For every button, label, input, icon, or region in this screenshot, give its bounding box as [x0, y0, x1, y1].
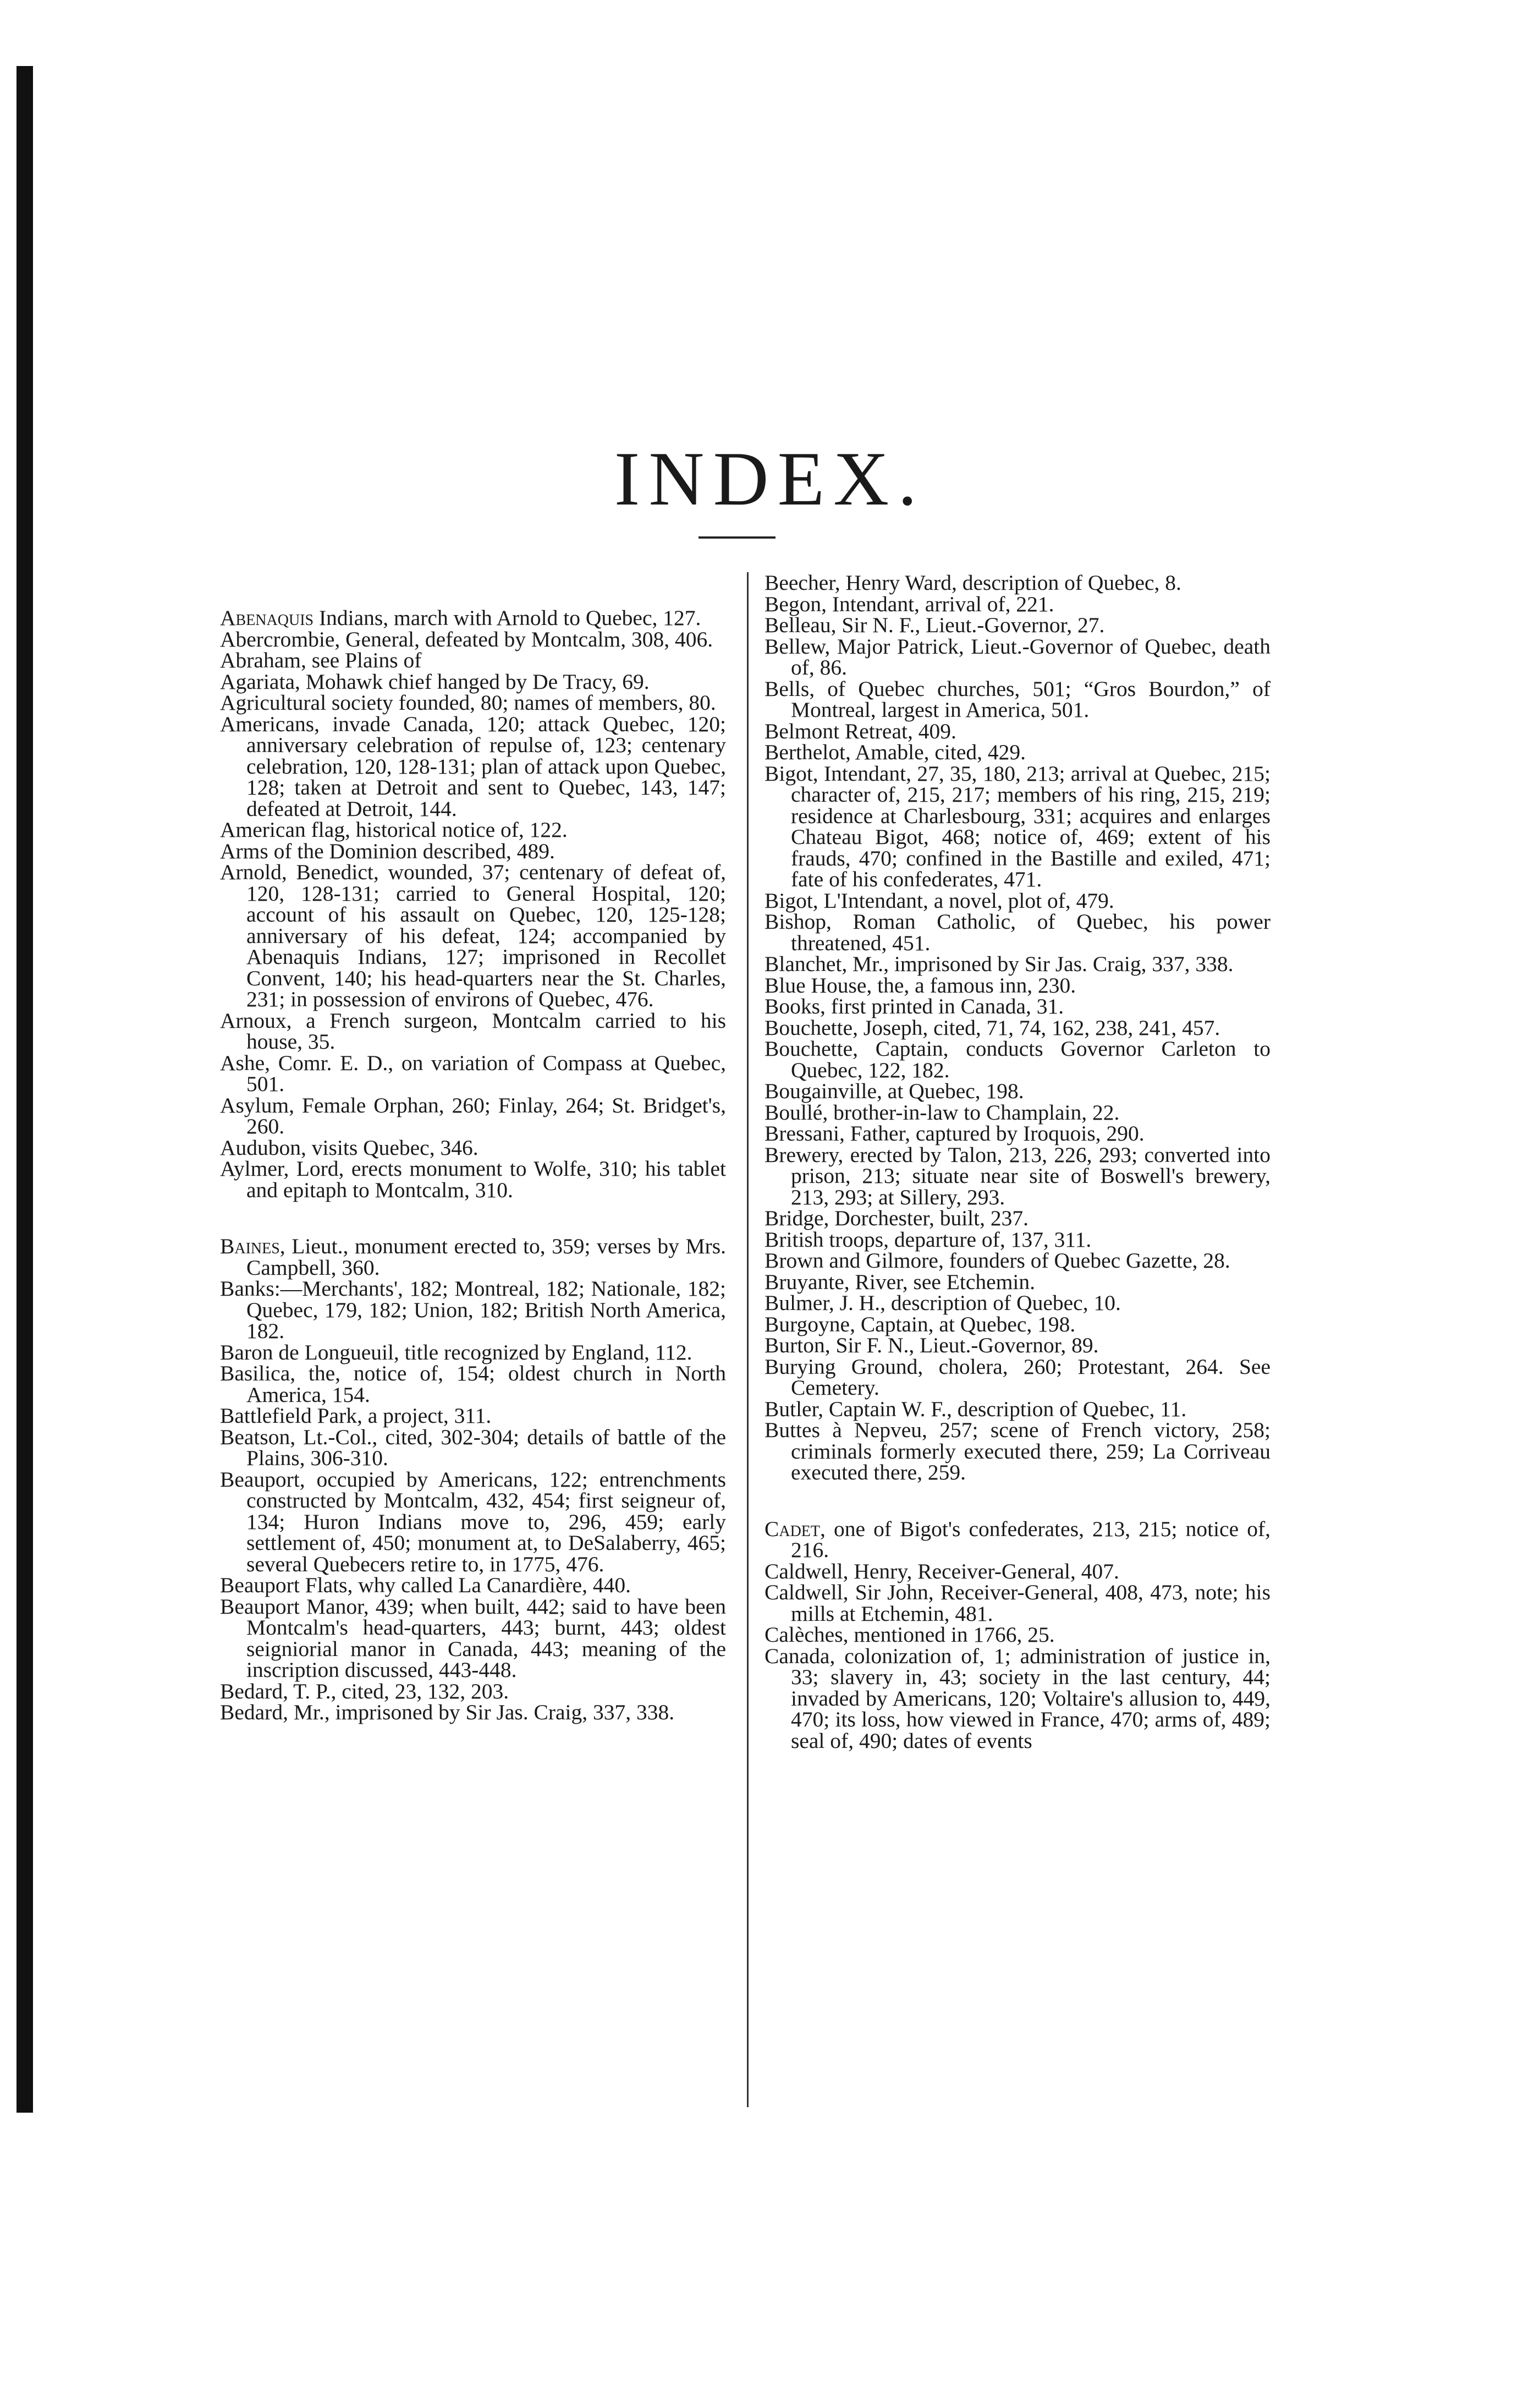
index-entry — [220, 1342, 726, 1363]
index-entry — [765, 1038, 1270, 1081]
index-entry-text: , Lieut., monument erected to, 359; verses by Mrs. Campbell, 360. — [246, 1234, 726, 1280]
index-entry — [220, 1010, 726, 1052]
index-entry — [765, 572, 1270, 594]
index-entry — [765, 1643, 1270, 1753]
index-entry — [220, 862, 726, 1010]
index-entry-text: Indians, march with Arnold to Quebec, 127. — [314, 606, 701, 630]
index-entry-text: Bougainville, at Quebec, 198. — [765, 1079, 1024, 1103]
index-entry-text: Beecher, Henry Ward, description of Quebec, 8. — [765, 571, 1181, 595]
index-entry — [765, 1081, 1270, 1102]
index-entry — [220, 1596, 726, 1681]
index-column-left — [220, 572, 726, 1723]
index-entry-text: Battlefield Park, a project, 311. — [220, 1403, 492, 1428]
index-entry-text: Blue House, the, a famous inn, 230. — [765, 973, 1076, 997]
index-entry-text: Boullé, brother-in-law to Champlain, 22. — [765, 1100, 1120, 1125]
index-entry-text: Arnoux, a French surgeon, Montcalm carried to his house, 35. — [220, 1008, 726, 1054]
index-entry-text: Beatson, Lt.-Col., cited, 302-304; details of battle of the Plains, 306-310. — [220, 1424, 726, 1470]
index-entry — [765, 1102, 1270, 1123]
index-entry — [765, 763, 1270, 890]
index-entry — [765, 1144, 1270, 1208]
index-entry — [220, 1052, 726, 1095]
index-entry-text: Bigot, L'Intendant, a novel, plot of, 479. — [765, 888, 1114, 913]
index-entry — [765, 953, 1270, 975]
index-entry-text: Aylmer, Lord, erects monument to Wolfe, 310; his tablet and epitaph to Montcalm, 310. — [220, 1156, 726, 1202]
index-entry-text: Beauport, occupied by Americans, 122; entrenchments constructed by Montcalm, 432, 454; first seigneur of, 134; Huron Indians move to, 296, 459; early settlement of, 450; monument at, to DeSalaberry, 465; several Quebecers retire to, in 1775, 476. — [220, 1467, 726, 1576]
index-entry-text: Buttes à Nepveu, 257; scene of French victory, 258; criminals formerly executed there, 259; La Corriveau executed there, 259. — [765, 1418, 1270, 1484]
index-entry — [220, 671, 726, 693]
index-entry-text: Americans, invade Canada, 120; attack Quebec, 120; anniversary celebration of repulse of, 123; centenary celebration, 120, 128-131; plan of attack upon Quebec, 128; taken at Detroit and sent to Quebec, 143, 147; defeated at Detroit, 144. — [220, 711, 726, 821]
index-entry-text: Begon, Intendant, arrival of, 221. — [765, 591, 1054, 616]
index-entry — [765, 1561, 1270, 1582]
index-entry-text: Canada, colonization of, 1; administration of justice in, 33; slavery in, 43; society in the last century, 44; invaded by Americans, 120; Voltaire's allusion to, 449, 470; its loss, how viewed in France, 470; arms of, 489; seal of, 490; dates of events — [765, 1643, 1270, 1753]
index-entry-text: American flag, historical notice of, 122. — [220, 818, 568, 842]
index-entry-text: Basilica, the, notice of, 154; oldest church in North America, 154. — [220, 1361, 726, 1407]
column-divider — [747, 572, 749, 2107]
index-entry-text: , one of Bigot's confederates, 213, 215; notice of, 216. — [791, 1516, 1270, 1562]
index-entry — [765, 1271, 1270, 1293]
index-entry — [765, 636, 1270, 678]
index-entry-text: Bedard, Mr., imprisoned by Sir Jas. Craig, 337, 338. — [220, 1700, 675, 1724]
index-entry — [765, 1292, 1270, 1314]
index-entry-text: Arnold, Benedict, wounded, 37; centenary of defeat of, 120, 128-131; carried to General Hospital, 120; account of his assault on Quebec, 120, 125-128; anniversary of his defeat, 124; accompanied by Abenaquis Indians, 127; imprisoned in Recollet Convent, 140; his head-quarters near the St. Charles, 231; in possession of environs of Quebec, 476. — [220, 860, 726, 1011]
index-entry — [765, 1250, 1270, 1271]
index-entry — [220, 1405, 726, 1427]
index-entry — [765, 996, 1270, 1017]
index-entry-text: Bellew, Major Patrick, Lieut.-Governor of Quebec, death of, 86. — [765, 634, 1270, 679]
index-entry-text: British troops, departure of, 137, 311. — [765, 1227, 1092, 1252]
index-entry — [220, 711, 726, 821]
index-entry — [220, 838, 726, 863]
index-entry — [765, 890, 1270, 912]
index-entry — [220, 1575, 726, 1596]
index-entry-text: Calèches, mentioned in 1766, 25. — [765, 1622, 1055, 1647]
index-entry — [220, 650, 726, 671]
index-entry — [220, 819, 726, 841]
index-entry — [765, 1208, 1270, 1229]
index-entry — [220, 1469, 726, 1575]
index-entry — [220, 1681, 726, 1702]
index-entry — [220, 1702, 726, 1723]
index-entry-heading: Baines — [220, 1234, 280, 1258]
index-entry — [765, 591, 1270, 616]
index-entry-text: Baron de Longueuil, title recognized by England, 112. — [220, 1340, 692, 1364]
index-entry — [220, 1095, 726, 1137]
index-entry-text: Burgoyne, Captain, at Quebec, 198. — [765, 1312, 1076, 1336]
index-entry-text: Bigot, Intendant, 27, 35, 180, 213; arrival at Quebec, 215; character of, 215, 217; members of his ring, 215, 219; residence at Charlesbourg, 331; acquires and enlarges Chateau Bigot, 468; notice of, 469; extent of his frauds, 470; confined in the Bastille and exiled, 471; fate of his confederates, 471. — [765, 761, 1270, 891]
index-entry — [765, 1017, 1270, 1039]
index-entry — [765, 615, 1270, 636]
index-entry-text: Belmont Retreat, 409. — [765, 719, 956, 743]
page-binding-edge — [16, 66, 33, 2113]
index-entry — [220, 1158, 726, 1200]
index-entry-text: Beauport Manor, 439; when built, 442; said to have been Montcalm's head-quarters, 443; burnt, 443; oldest seigniorial manor in Canada, 443; meaning of the inscription discussed, 443-448. — [220, 1594, 726, 1682]
page-title: INDEX. — [614, 436, 926, 522]
index-entry — [765, 1518, 1270, 1561]
index-entry-text: Bishop, Roman Catholic, of Quebec, his power threatened, 451. — [765, 909, 1270, 955]
index-entry-text: Burton, Sir F. N., Lieut.-Governor, 89. — [765, 1333, 1099, 1357]
index-entry — [220, 607, 726, 629]
index-entry — [765, 975, 1270, 996]
title-rule — [698, 536, 776, 539]
index-entry-text: Butler, Captain W. F., description of Quebec, 11. — [765, 1396, 1187, 1421]
index-entry-text: Brewery, erected by Talon, 213, 226, 293; converted into prison, 213; situate near site of Boswell's brewery, 213, 293; at Sillery, 293. — [765, 1142, 1270, 1209]
index-entry-text: Banks:—Merchants', 182; Montreal, 182; Nationale, 182; Quebec, 179, 182; Union, 182; British North America, 182. — [220, 1276, 726, 1343]
index-entry-text: Agricultural society founded, 80; names of members, 80. — [220, 690, 716, 715]
index-entry-text: Books, first printed in Canada, 31. — [765, 994, 1064, 1018]
index-entry-text: Beauport Flats, why called La Canardière, 440. — [220, 1573, 631, 1597]
index-entry — [220, 692, 726, 714]
index-entry-text: Bressani, Father, captured by Iroquois, 290. — [765, 1121, 1145, 1145]
index-entry — [220, 1363, 726, 1405]
index-entry-text: Bedard, T. P., cited, 23, 132, 203. — [220, 1679, 509, 1703]
index-entry-text: Caldwell, Henry, Receiver-General, 407. — [765, 1559, 1119, 1583]
index-entry — [765, 1335, 1270, 1356]
index-entry-text: Bouchette, Joseph, cited, 71, 74, 162, 238, 241, 457. — [765, 1015, 1220, 1040]
index-entry-text: Bells, of Quebec churches, 501; “Gros Bourdon,” of Montreal, largest in America, 501. — [765, 676, 1270, 722]
index-entry-text: Ashe, Comr. E. D., on variation of Compass at Quebec, 501. — [220, 1050, 726, 1096]
index-entry-text: Burying Ground, cholera, 260; Protestant, 264. See Cemetery. — [765, 1354, 1270, 1400]
index-entry-text: Berthelot, Amable, cited, 429. — [765, 740, 1026, 764]
index-entry — [765, 1582, 1270, 1624]
index-entry — [765, 1356, 1270, 1399]
index-entry-text: Brown and Gilmore, founders of Quebec Gazette, 28. — [765, 1248, 1230, 1273]
index-entry — [220, 629, 726, 650]
index-entry-text: Abercrombie, General, defeated by Montcalm, 308, 406. — [220, 627, 713, 651]
index-entry — [220, 1278, 726, 1342]
index-entry-text: Bulmer, J. H., description of Quebec, 10. — [765, 1291, 1121, 1315]
index-entry — [765, 1123, 1270, 1144]
index-entry — [765, 678, 1270, 721]
index-entry — [220, 1137, 726, 1159]
index-column-right — [765, 572, 1270, 1751]
index-entry-text: Abraham, see Plains of — [220, 648, 422, 672]
index-entry-text: Asylum, Female Orphan, 260; Finlay, 264; St. Bridget's, 260. — [220, 1093, 726, 1138]
index-entry-text: Blanchet, Mr., imprisoned by Sir Jas. Craig, 337, 338. — [765, 952, 1234, 976]
index-entry-text: Belleau, Sir N. F., Lieut.-Governor, 27. — [765, 613, 1105, 637]
index-entry — [765, 911, 1270, 953]
index-entry — [765, 721, 1270, 742]
index-entry — [220, 1424, 726, 1470]
index-entry — [765, 1624, 1270, 1646]
index-entry-text: Agariata, Mohawk chief hanged by De Tracy, 69. — [220, 669, 650, 694]
index-entry-text: Bridge, Dorchester, built, 237. — [765, 1206, 1028, 1230]
index-entry — [220, 1236, 726, 1278]
index-entry-text: Arms of the Dominion described, 489. — [220, 838, 555, 863]
index-entry — [765, 1396, 1270, 1421]
index-entry-text: Bouchette, Captain, conducts Governor Carleton to Quebec, 122, 182. — [765, 1037, 1270, 1082]
index-entry-text: Audubon, visits Quebec, 346. — [220, 1135, 479, 1160]
index-entry — [765, 1314, 1270, 1335]
index-entry — [765, 1229, 1270, 1251]
index-entry — [765, 742, 1270, 763]
index-entry — [765, 1419, 1270, 1483]
index-entry-heading: Abenaquis — [220, 606, 314, 630]
index-entry-heading: Cadet — [765, 1516, 820, 1541]
index-entry-text: Bruyante, River, see Etchemin. — [765, 1269, 1036, 1294]
index-entry-text: Caldwell, Sir John, Receiver-General, 408, 473, note; his mills at Etchemin, 481. — [765, 1580, 1270, 1626]
